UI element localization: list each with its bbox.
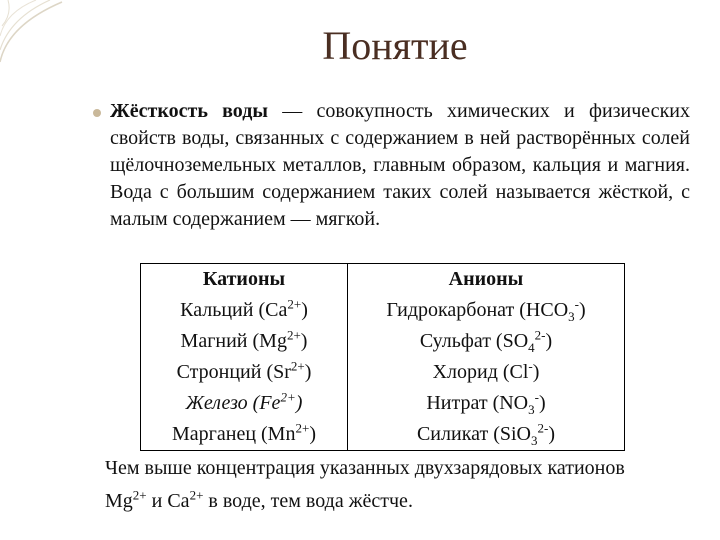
cation-cell: Кальций $(Ca^{2+})$ xyxy=(141,295,348,326)
table-row xyxy=(141,326,625,357)
header-cations: Катионы xyxy=(141,264,348,296)
definition-paragraph xyxy=(110,98,690,233)
cation-cell: Магний $(Mg^{2+})$ xyxy=(141,326,348,357)
anion-cell: Хлорид (Cl-) xyxy=(348,357,625,388)
anion-cell: Нитрат $(NO_3^-)$ xyxy=(348,388,625,419)
definition-term: Жёсткость воды xyxy=(110,100,268,122)
ions-table xyxy=(140,263,625,451)
table-row xyxy=(141,295,625,326)
slide-title: Понятие xyxy=(322,23,468,68)
table-row xyxy=(141,388,625,419)
bullet-icon xyxy=(93,109,101,117)
table-row xyxy=(141,357,625,388)
table-header-row xyxy=(141,264,625,296)
header-anions: Анионы xyxy=(348,264,625,296)
table-row xyxy=(141,419,625,451)
cation-cell: Марганец $(Mn^{2+})$ xyxy=(141,419,348,451)
cation-cell: Стронций $(Sr^{2+})$ xyxy=(141,357,348,388)
anion-cell: Гидрокарбонат $(HCO_3^-)$ xyxy=(348,295,625,326)
anion-cell: Сульфат $(SO_4^{2-})$ xyxy=(348,326,625,357)
anion-cell: Силикат (SiO$_3^{2-}$) xyxy=(348,419,625,451)
definition-text: — совокупность химических и физических свойств воды, связанных с содержанием в ней растворённых солей щёлочноземельных металлов, главным образом, кальция и магния. Вода с большим содержанием таких солей называется жёсткой, с малым содержанием — мягкой. xyxy=(110,100,690,230)
cation-cell: Железо $(Fe^{2+})$ xyxy=(141,388,348,419)
conclusion-note: Чем выше концентрация указанных двухзарядовых катионов $Mg^{2+}$ и $Ca^{2+}$ в воде, тем вода жёстче. xyxy=(105,457,625,512)
